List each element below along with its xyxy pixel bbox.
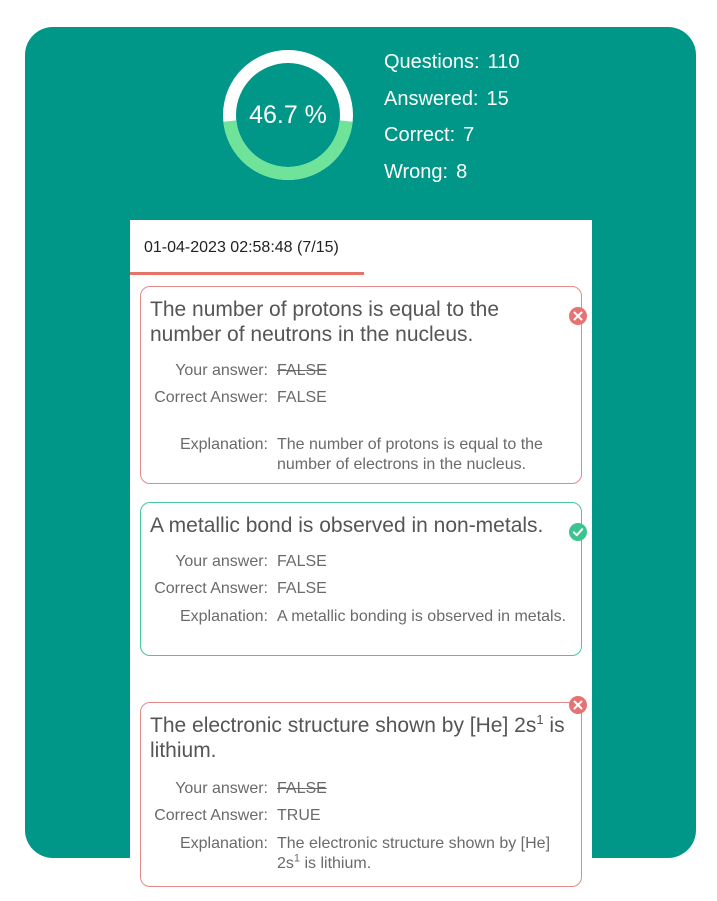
stat-wrong-value: 8 xyxy=(456,160,468,183)
your-answer-label: Your answer: xyxy=(175,780,268,797)
stat-correct-value: 7 xyxy=(463,124,475,146)
result-card[interactable] xyxy=(140,286,582,484)
score-percent: 46.7 % xyxy=(249,101,327,129)
results-screen xyxy=(25,27,696,872)
stat-correct xyxy=(384,120,520,157)
explanation-label: Explanation: xyxy=(179,608,268,625)
your-answer-value: FALSE xyxy=(277,553,327,570)
question-text: The number of protons is equal to the number of neutrons in the nucleus. xyxy=(150,298,500,346)
question-text-suffix: is lithium. xyxy=(150,714,565,762)
explanation-label: Explanation: xyxy=(179,835,268,852)
stat-questions-label: Questions: xyxy=(384,51,480,73)
your-answer-value: FALSE xyxy=(277,362,327,379)
question-text-prefix: The electronic structure shown by [He] 2s xyxy=(150,714,537,737)
question-text-superscript: 1 xyxy=(536,712,544,727)
explanation-text: The number of protons is equal to the number of electrons in the nucleus. xyxy=(277,436,543,473)
stat-answered-value: 15 xyxy=(486,87,509,110)
stat-questions-value: 110 xyxy=(487,51,520,73)
explanation-text: A metallic bonding is observed in metals. xyxy=(277,608,567,625)
question-text: A metallic bond is observed in non-metals. xyxy=(150,514,544,537)
stat-correct-label: Correct: xyxy=(384,124,456,146)
results-panel xyxy=(130,220,592,870)
correct-answer-value: FALSE xyxy=(277,389,327,406)
question-text xyxy=(150,713,576,763)
tab-session[interactable] xyxy=(130,220,364,274)
close-icon xyxy=(569,307,587,325)
explanation-text-suffix: is lithium. xyxy=(300,855,372,872)
result-card[interactable] xyxy=(140,502,582,656)
tab-session-label: 01-04-2023 02:58:48 (7/15) xyxy=(144,239,339,256)
tab-active-indicator xyxy=(130,272,364,275)
your-answer-label: Your answer: xyxy=(175,553,268,570)
score-ring xyxy=(215,42,361,188)
correct-answer-value: FALSE xyxy=(277,580,327,597)
correct-answer-label: Correct Answer: xyxy=(154,807,268,824)
correct-answer-label: Correct Answer: xyxy=(154,580,268,597)
close-icon xyxy=(569,696,587,714)
your-answer-label: Your answer: xyxy=(175,362,268,379)
explanation-text-prefix: The electronic structure shown by [He] 2s xyxy=(277,835,551,872)
correct-answer-value: TRUE xyxy=(277,807,321,824)
stats-list xyxy=(384,47,520,193)
correct-answer-label: Correct Answer: xyxy=(154,389,268,406)
stat-questions xyxy=(384,47,520,84)
stat-answered-label: Answered: xyxy=(384,87,479,110)
explanation-text xyxy=(277,834,569,874)
stat-wrong xyxy=(384,157,520,194)
check-icon xyxy=(569,523,587,541)
result-card[interactable] xyxy=(140,702,582,887)
stat-wrong-label: Wrong: xyxy=(384,160,449,183)
stat-answered xyxy=(384,84,520,121)
your-answer-value: FALSE xyxy=(277,780,327,797)
explanation-label: Explanation: xyxy=(179,436,268,453)
explanation-text-superscript: 1 xyxy=(293,852,301,865)
